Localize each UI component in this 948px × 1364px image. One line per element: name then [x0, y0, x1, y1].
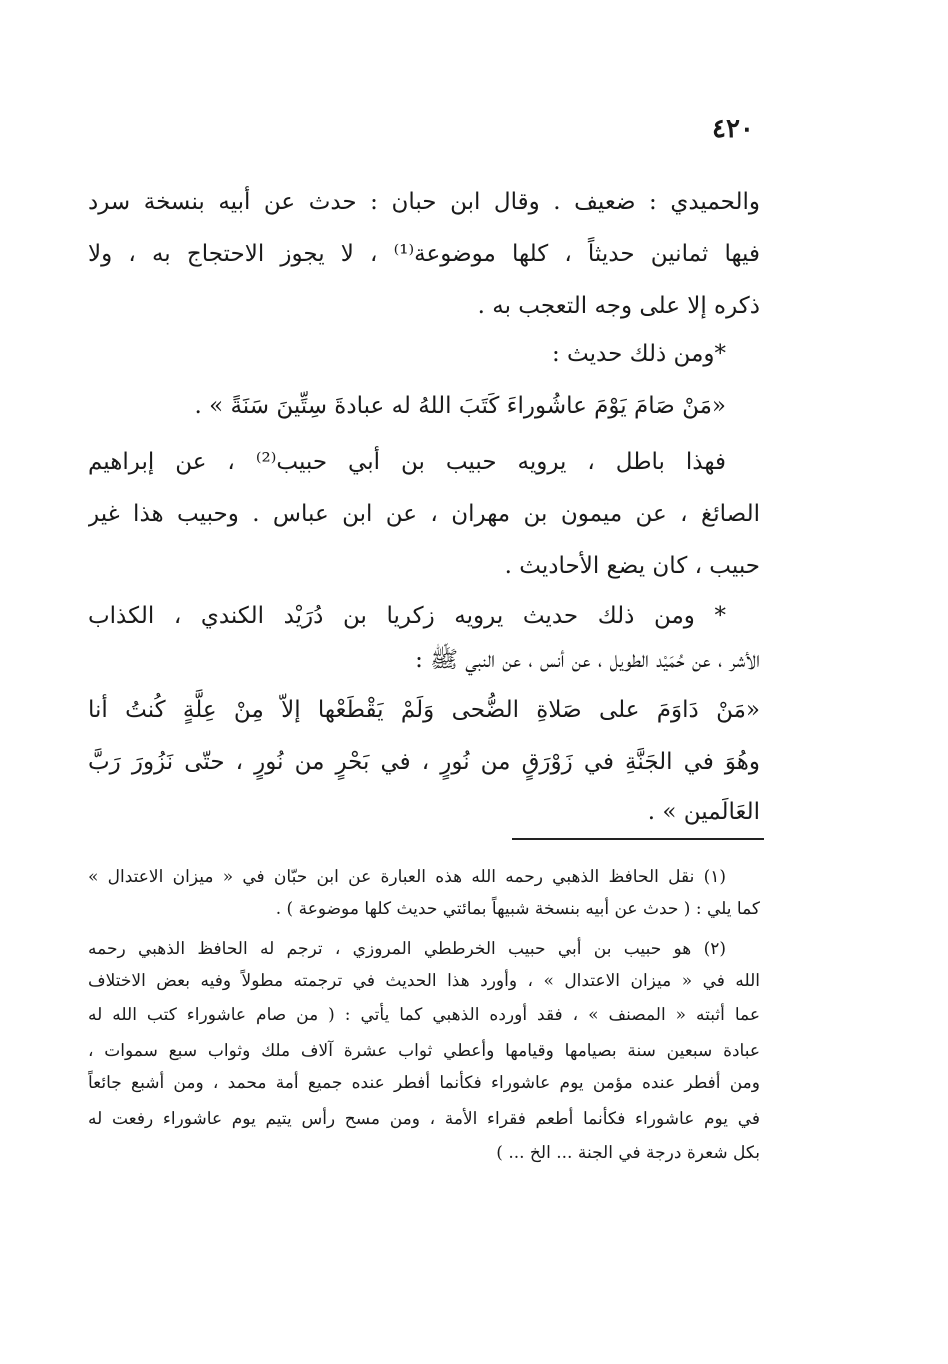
body-line: الأشر ، عن حُمَيْد الطويل ، عن أنس ، عن النبي ﷺ : — [415, 647, 760, 673]
body-line: الصائغ ، عن ميمون بن مهران ، عن ابن عباس . وحبيب هذا غير — [88, 501, 760, 527]
page-number: ٤٢٠ — [712, 114, 754, 144]
hadith-text: العَالَمين » . — [647, 799, 760, 825]
hadith-text: وهُوَ في الجَنَّةِ في زَوْرَقٍ من نُورٍ ، في بَحْرٍ من نُورٍ ، حتّى نَزُورَ رَبَّ — [88, 749, 760, 775]
footnote-line: في يوم عاشوراء فكأنما أطعم فقراء الأمة ، ومن مسح رأس يتيم يوم عاشوراء رفعت له — [88, 1109, 760, 1129]
body-line: حبيب ، كان يضع الأحاديث . — [504, 553, 760, 579]
body-line: فيها ثمانين حديثاً ، كلها موضوعة⁽¹⁾ ، لا يجوز الاحتجاج به ، ولا — [88, 241, 760, 267]
footnote-line: (٢) هو حبيب بن أبي حبيب الخرططي المروزي ، ترجم له الحافظ الذهبي رحمه — [88, 939, 726, 959]
footnote-line: عبادة سبعين سنة بصيامها وقيامها وأعطي ثواب عشرة آلاف ملك وثواب سبع سموات ، — [88, 1041, 760, 1061]
footnote-line: كما يلي : ( حدث عن أبيه بنسخة شبيهاً بمائتي حديث كلها موضوعة ) . — [275, 899, 760, 919]
body-line: والحميدي : ضعيف . وقال ابن حبان : حدث عن أبيه بنسخة سرد — [88, 189, 760, 215]
hadith-text: «مَنْ دَاوَمَ على صَلاةِ الضُّحى وَلَمْ يَقْطَعْها إلاّ مِنْ عِلَّةٍ كُنتُ أنا — [88, 697, 760, 723]
footnote-line: الله في « ميزان الاعتدال » ، وأورد هذا الحديث في ترجمته مطولاً وفيه بعض الاختلاف — [88, 971, 760, 991]
body-line: فهذا باطل ، يرويه حبيب بن أبي حبيب⁽²⁾ ، عن إبراهيم — [88, 449, 726, 475]
footnote-line: (١) نقل الحافظ الذهبي رحمه الله هذه العبارة عن ابن حبّان في « ميزان الاعتدال » — [88, 867, 726, 887]
footnote-divider — [512, 838, 764, 840]
hadith-text: «مَنْ صَامَ يَوْمَ عاشُوراءَ كَتَبَ اللهُ له عبادةَ سِتِّينَ سَنَةً » . — [194, 393, 726, 419]
footnote-line: عما أثبته « المصنف » ، فقد أورده الذهبي كما يأتي : ( من صام عاشوراء كتب الله له — [88, 1005, 760, 1025]
footnote-line: ومن أفطر عنده مؤمن يوم عاشوراء فكأنما أفطر عنده جميع أمة محمد ، ومن أشبع جائعاً — [88, 1073, 760, 1093]
footnote-line: بكل شعرة درجة في الجنة ... الخ ... ) — [496, 1143, 760, 1163]
body-line: ذكره إلا على وجه التعجب به . — [477, 293, 760, 319]
body-line: * ومن ذلك حديث يرويه زكريا بن دُرَيْد الكندي ، الكذاب — [88, 603, 726, 629]
body-line: *ومن ذلك حديث : — [551, 341, 726, 367]
